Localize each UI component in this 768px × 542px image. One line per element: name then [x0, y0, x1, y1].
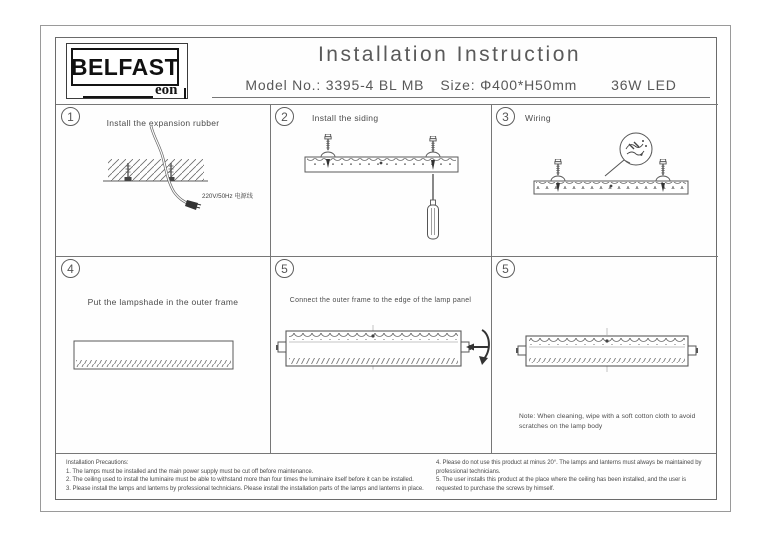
step-panel-4 — [56, 256, 270, 453]
step-panel-1 — [56, 104, 270, 256]
step-panel-2 — [270, 104, 491, 256]
document-frame — [55, 37, 717, 500]
step-number-badge: 3 — [496, 107, 515, 126]
page-title: Installation Instruction — [317, 43, 582, 66]
precaution-item: 2. The ceiling used to install the luminaire must be able to withstand more than four times the luminaire itself before it can be installed. — [66, 477, 414, 484]
precaution-item: 5. The user installs this product at the place where the ceiling has been installed, and the user is requested to purchase the screws by himself. — [436, 477, 687, 492]
precautions-section — [56, 453, 716, 500]
ceiling-hatch — [108, 159, 204, 181]
size-spec: Size: Φ400*H50mm — [440, 77, 578, 93]
expansion-rubber-figure — [84, 124, 269, 249]
step-caption: Wiring — [525, 113, 551, 123]
logo-frame — [71, 48, 179, 86]
cleaning-note: Note: When cleaning, wipe with a soft cotton cloth to avoid scratches on the lamp body — [519, 413, 696, 430]
screw-icon — [660, 159, 666, 175]
rotation-arrow-icon — [466, 330, 489, 365]
lampshade-frame-figure — [64, 332, 264, 380]
step-panel-5 — [270, 256, 491, 453]
model-spec-line — [212, 77, 710, 98]
precautions-title: Installation Precautions: — [66, 460, 129, 466]
precautions-right-column — [436, 459, 712, 493]
logo-underline — [83, 96, 153, 98]
step-panel-3 — [491, 104, 716, 256]
finished-fixture-figure — [513, 322, 718, 377]
logo-sub-text: eon — [155, 82, 178, 98]
screw-icon — [325, 134, 331, 150]
plug-icon — [185, 200, 201, 210]
step-caption: Put the lampshade in the outer frame — [87, 297, 239, 307]
brand-logo — [66, 43, 188, 99]
wiring-figure — [511, 129, 711, 244]
model-number: Model No.: 3395-4 BL MB — [245, 77, 425, 93]
end-cap — [276, 342, 286, 352]
step-number-badge: 2 — [275, 107, 294, 126]
wiring-detail-balloon — [605, 133, 652, 176]
precaution-item: 4. Please do not use this product at minus 20°. The lamps and lanterns must always be maintained by professional technicians. — [436, 460, 702, 475]
step-number-badge: 5 — [275, 259, 294, 278]
assembled-fixture-figure — [276, 324, 491, 376]
step-number-badge: 1 — [61, 107, 80, 126]
screwdriver-icon — [428, 174, 439, 239]
precautions-left-column — [66, 459, 444, 493]
step-caption: Install the expansion rubber — [106, 118, 220, 128]
step-caption: Connect the outer frame to the edge of the lamp panel — [289, 297, 472, 304]
precaution-item: 3. Please install the lamps and lanterns by professional technicians. Please install the installation parts of the lamps and lanterns in place. — [66, 485, 424, 492]
step-panel-6 — [491, 256, 716, 453]
screw-icon — [430, 136, 436, 152]
expansion-anchor-icon — [125, 163, 132, 181]
end-cap — [516, 346, 526, 355]
step-caption: Install the siding — [312, 113, 379, 123]
precaution-item: 1. The lamps must be installed and the main power supply must be cut off before maintenance. — [66, 468, 314, 475]
step-number-badge: 5 — [496, 259, 515, 278]
logo-tick — [184, 88, 186, 99]
logo-brand-text: BELFAST — [70, 53, 180, 80]
lampshade-hatch — [76, 360, 231, 367]
siding-install-figure — [288, 134, 480, 249]
wattage-spec: 36W LED — [611, 77, 677, 93]
voltage-label: 220V/50Hz 电源线 — [202, 193, 253, 200]
end-cap — [688, 346, 698, 355]
screw-icon — [555, 159, 561, 175]
step-number-badge: 4 — [61, 259, 80, 278]
